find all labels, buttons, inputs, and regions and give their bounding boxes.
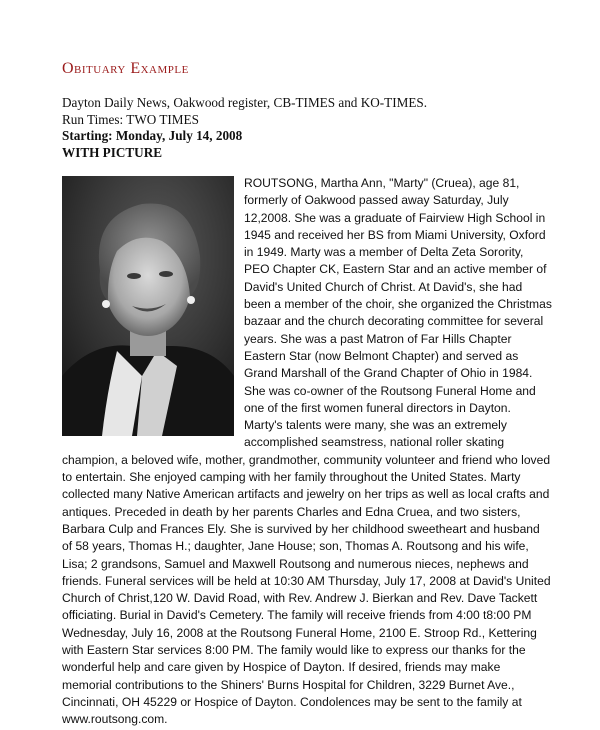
with-picture-line: WITH PICTURE <box>62 144 163 160</box>
run-times-line: Run Times: TWO TIMES <box>62 111 199 127</box>
starting-line: Starting: Monday, July 14, 2008 <box>62 128 243 143</box>
photo-wrap-space <box>62 175 244 441</box>
publications-line: Dayton Daily News, Oakwood register, CB-TIMES and KO-TIMES. <box>62 95 427 110</box>
publication-meta <box>62 95 427 161</box>
page-title: Obituary Example <box>62 60 189 77</box>
obituary-text: ROUTSONG, Martha Ann, "Marty" (Cruea), age 81, formerly of Oakwood passed away Saturday, July 12,2008. She was a graduate of Fairview High School in 1945 and received her BS from Miami University, Oxford in 1949. Marty was a member of Delta Zeta Sorority, PEO Chapter CK, Eastern Star and an active member of David's United Church of Christ. At David's, she had been a member of the choir, she organized the Christmas bazaar and the church decorating committee for several years. She was a past Matron of Far Hills Chapter Eastern Star (now Belmont Chapter) and served as Grand Marshall of the Grand Chapter of Ohio in 1984. She was co-owner of the Routsong Funeral Home and one of the first women funeral directors in Dayton. Marty's talents were many, she was an extremely accomplished seamstress, national roller skating champion, a beloved wife, mother, grandmother, community volunteer and friend who loved to entertain. She enjoyed camping with her family throughout the United States. Marty collected many Native American artifacts and jewelry on her trips as well as local crafts and antiques. Preceded in death by her parents Charles and Edna Cruea, and two sisters, Barbara Culp and Frances Ely. She is survived by her childhood sweetheart and husband of 58 years, Thomas H.; daughter, Jane House; son, Thomas A. Routsong and his wife, Lisa; 2 grandsons, Samuel and Maxwell Routsong and numerous nieces, nephews and friends. Funeral services will be held at 10:30 AM Thursday, July 17, 2008 at David's United Church of Christ,120 W. David Road, with Rev. Andrew J. Bierkan and Rev. Dave Tackett officiating. Burial in David's Cemetery. The family will receive friends from 4:00 t8:00 PM Wednesday, July 16, 2008 at the Routsong Funeral Home, 2100 E. Stroop Rd., Kettering with Eastern Star services 8:00 PM. The family would like to express our thanks for the wonderful help and care given by Hospice of Dayton. If desired, friends may make memorial contributions to the Shiners' Burns Hospital for Children, 3229 Burnet Ave., Cincinnati, OH 45229 or Hospice of Dayton. Condolences may be sent to the family at www.routsong.com. <box>62 176 552 727</box>
obituary-body <box>62 175 552 729</box>
